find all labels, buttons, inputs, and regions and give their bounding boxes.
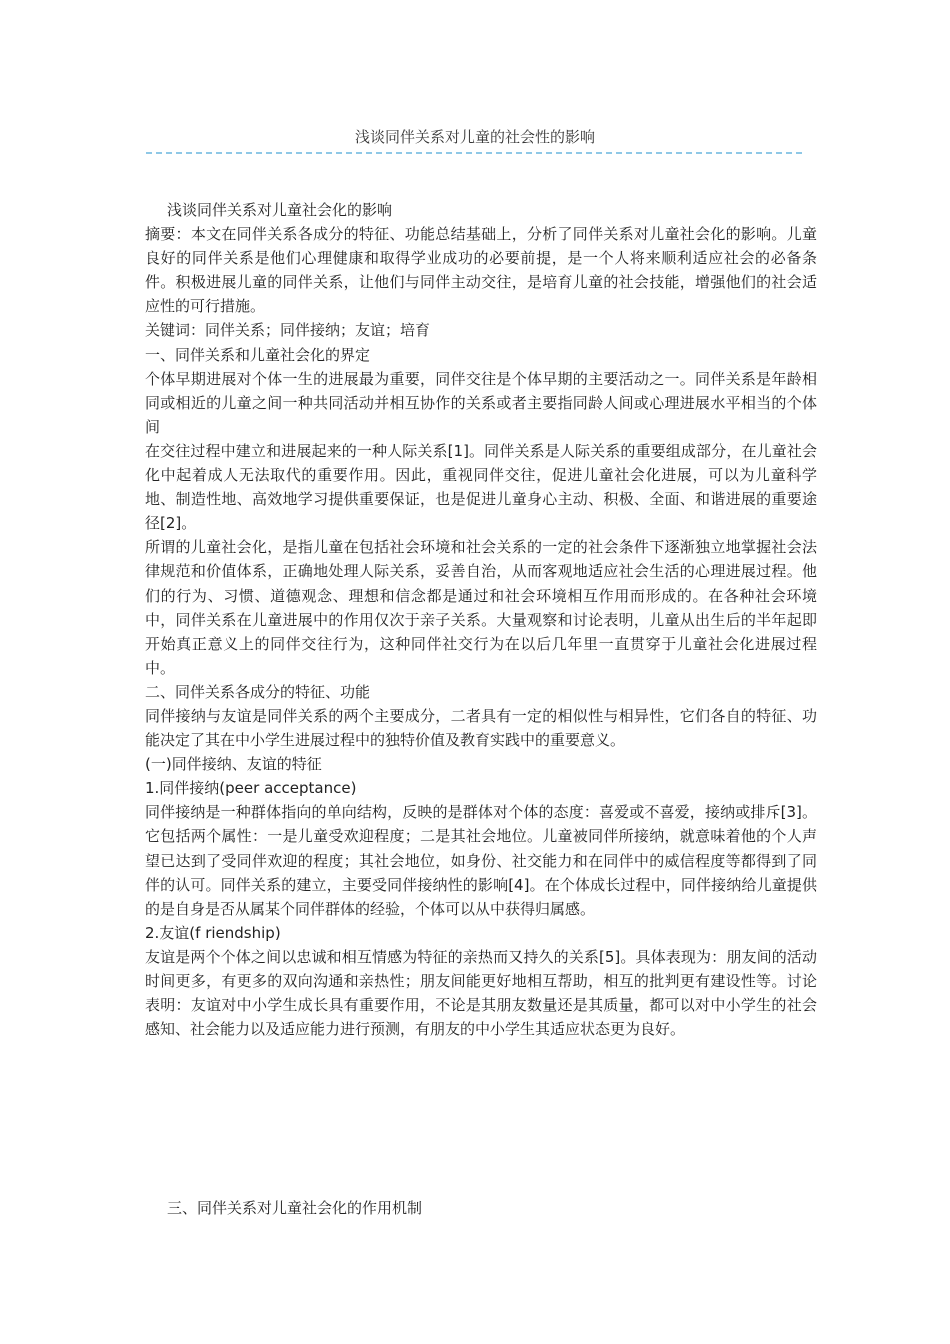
article-title: 浅谈同伴关系对儿童社会化的影响 — [167, 201, 393, 219]
document-title: 浅谈同伴关系对儿童的社会性的影响 — [354, 128, 595, 146]
abstract-paragraph: 摘要：本文在同伴关系各成分的特征、功能总结基础上，分析了同伴关系对儿童社会化的影响。儿童良好的同伴关系是他们心理健康和取得学业成功的必要前提，是一个人将来顺利适应社会的必备条件。积极进展儿童的同伴关系，让他们与同伴主动交往，是培育儿童的社会技能，增强他们的社会适应性的可行措施。 — [145, 225, 817, 316]
body-paragraph: 同伴接纳与友谊是同伴关系的两个主要成分，二者具有一定的相似性与相异性，它们各自的特征、功能决定了其在中小学生进展过程中的独特价值及教育实践中的重要意义。 — [145, 706, 817, 750]
section-3-heading: 三、同伴关系对儿童社会化的作用机制 — [167, 1199, 423, 1217]
subsection-heading: (一)同伴接纳、友谊的特征 — [145, 755, 322, 774]
keywords-line: 关键词：同伴关系；同伴接纳；友谊；培育 — [145, 321, 431, 340]
subsection-heading: 2.友谊(f riendship) — [145, 923, 281, 942]
body-paragraph: 友谊是两个个体之间以忠诚和相互情感为特征的亲热而又持久的关系[5]。具体表现为：朋友间的活动时间更多，有更多的双向沟通和亲热性；朋友间能更好地相互帮助，相互的批判更有建设性等。讨论表明：友谊对中小学生成长具有重要作用，不论是其朋友数量还是其质量，都可以对中小学生的社会感知、社会能力以及适应能力进行预测，有朋友的中小学生其适应状态更为良好。 — [145, 947, 817, 1039]
title-divider — [146, 152, 802, 154]
section-2-heading: 二、同伴关系各成分的特征、功能 — [145, 682, 371, 701]
body-paragraph: 个体早期进展对个体一生的进展最为重要，同伴交往是个体早期的主要活动之一。同伴关系是年龄相同或相近的儿童之间一种共同活动并相互协作的关系或者主要指同龄人间或心理进展水平相当的个体间 — [145, 369, 817, 436]
body-paragraph: 在交往过程中建立和进展起来的一种人际关系[1]。同伴关系是人际关系的重要组成部分，在儿童社会化中起着成人无法取代的重要作用。因此，重视同伴交往，促进儿童社会化进展，可以为儿童科学地、制造性地、高效地学习提供重要保证，也是促进儿童身心主动、积极、全面、和谐进展的重要途径[2]。 — [145, 441, 817, 533]
section-1-heading: 一、同伴关系和儿童社会化的界定 — [145, 345, 371, 364]
subsection-heading: 1.同伴接纳(peer acceptance) — [145, 779, 357, 798]
body-paragraph: 所谓的儿童社会化，是指儿童在包括社会环境和社会关系的一定的社会条件下逐渐独立地掌握社会法律规范和价值体系，正确地处理人际关系，妥善自治，从而客观地适应社会生活的心理进展过程。他们的行为、习惯、道德观念、理想和信念都是通过和社会环境相互作用而形成的。在各种社会环境中，同伴关系在儿童进展中的作用仅次于亲子关系。大量观察和讨论表明，儿童从出生后的半年起即开始真正意义上的同伴交往行为，这种同伴社交行为在以后几年里一直贯穿于儿童社会化进展过程中。 — [145, 538, 817, 677]
body-paragraph: 同伴接纳是一种群体指向的单向结构，反映的是群体对个体的态度：喜爱或不喜爱，接纳或排斥[3]。它包括两个属性：一是儿童受欢迎程度；二是其社会地位。儿童被同伴所接纳，就意味着他的个人声望已达到了受同伴欢迎的程度；其社会地位，如身份、社交能力和在同伴中的威信程度等都得到了同伴的认可。同伴关系的建立，主要受同伴接纳性的影响[4]。在个体成长过程中，同伴接纳给儿童提供的是自身是否从属某个同伴群体的经验，个体可以从中获得归属感。 — [145, 803, 817, 918]
document-body — [145, 198, 817, 1041]
